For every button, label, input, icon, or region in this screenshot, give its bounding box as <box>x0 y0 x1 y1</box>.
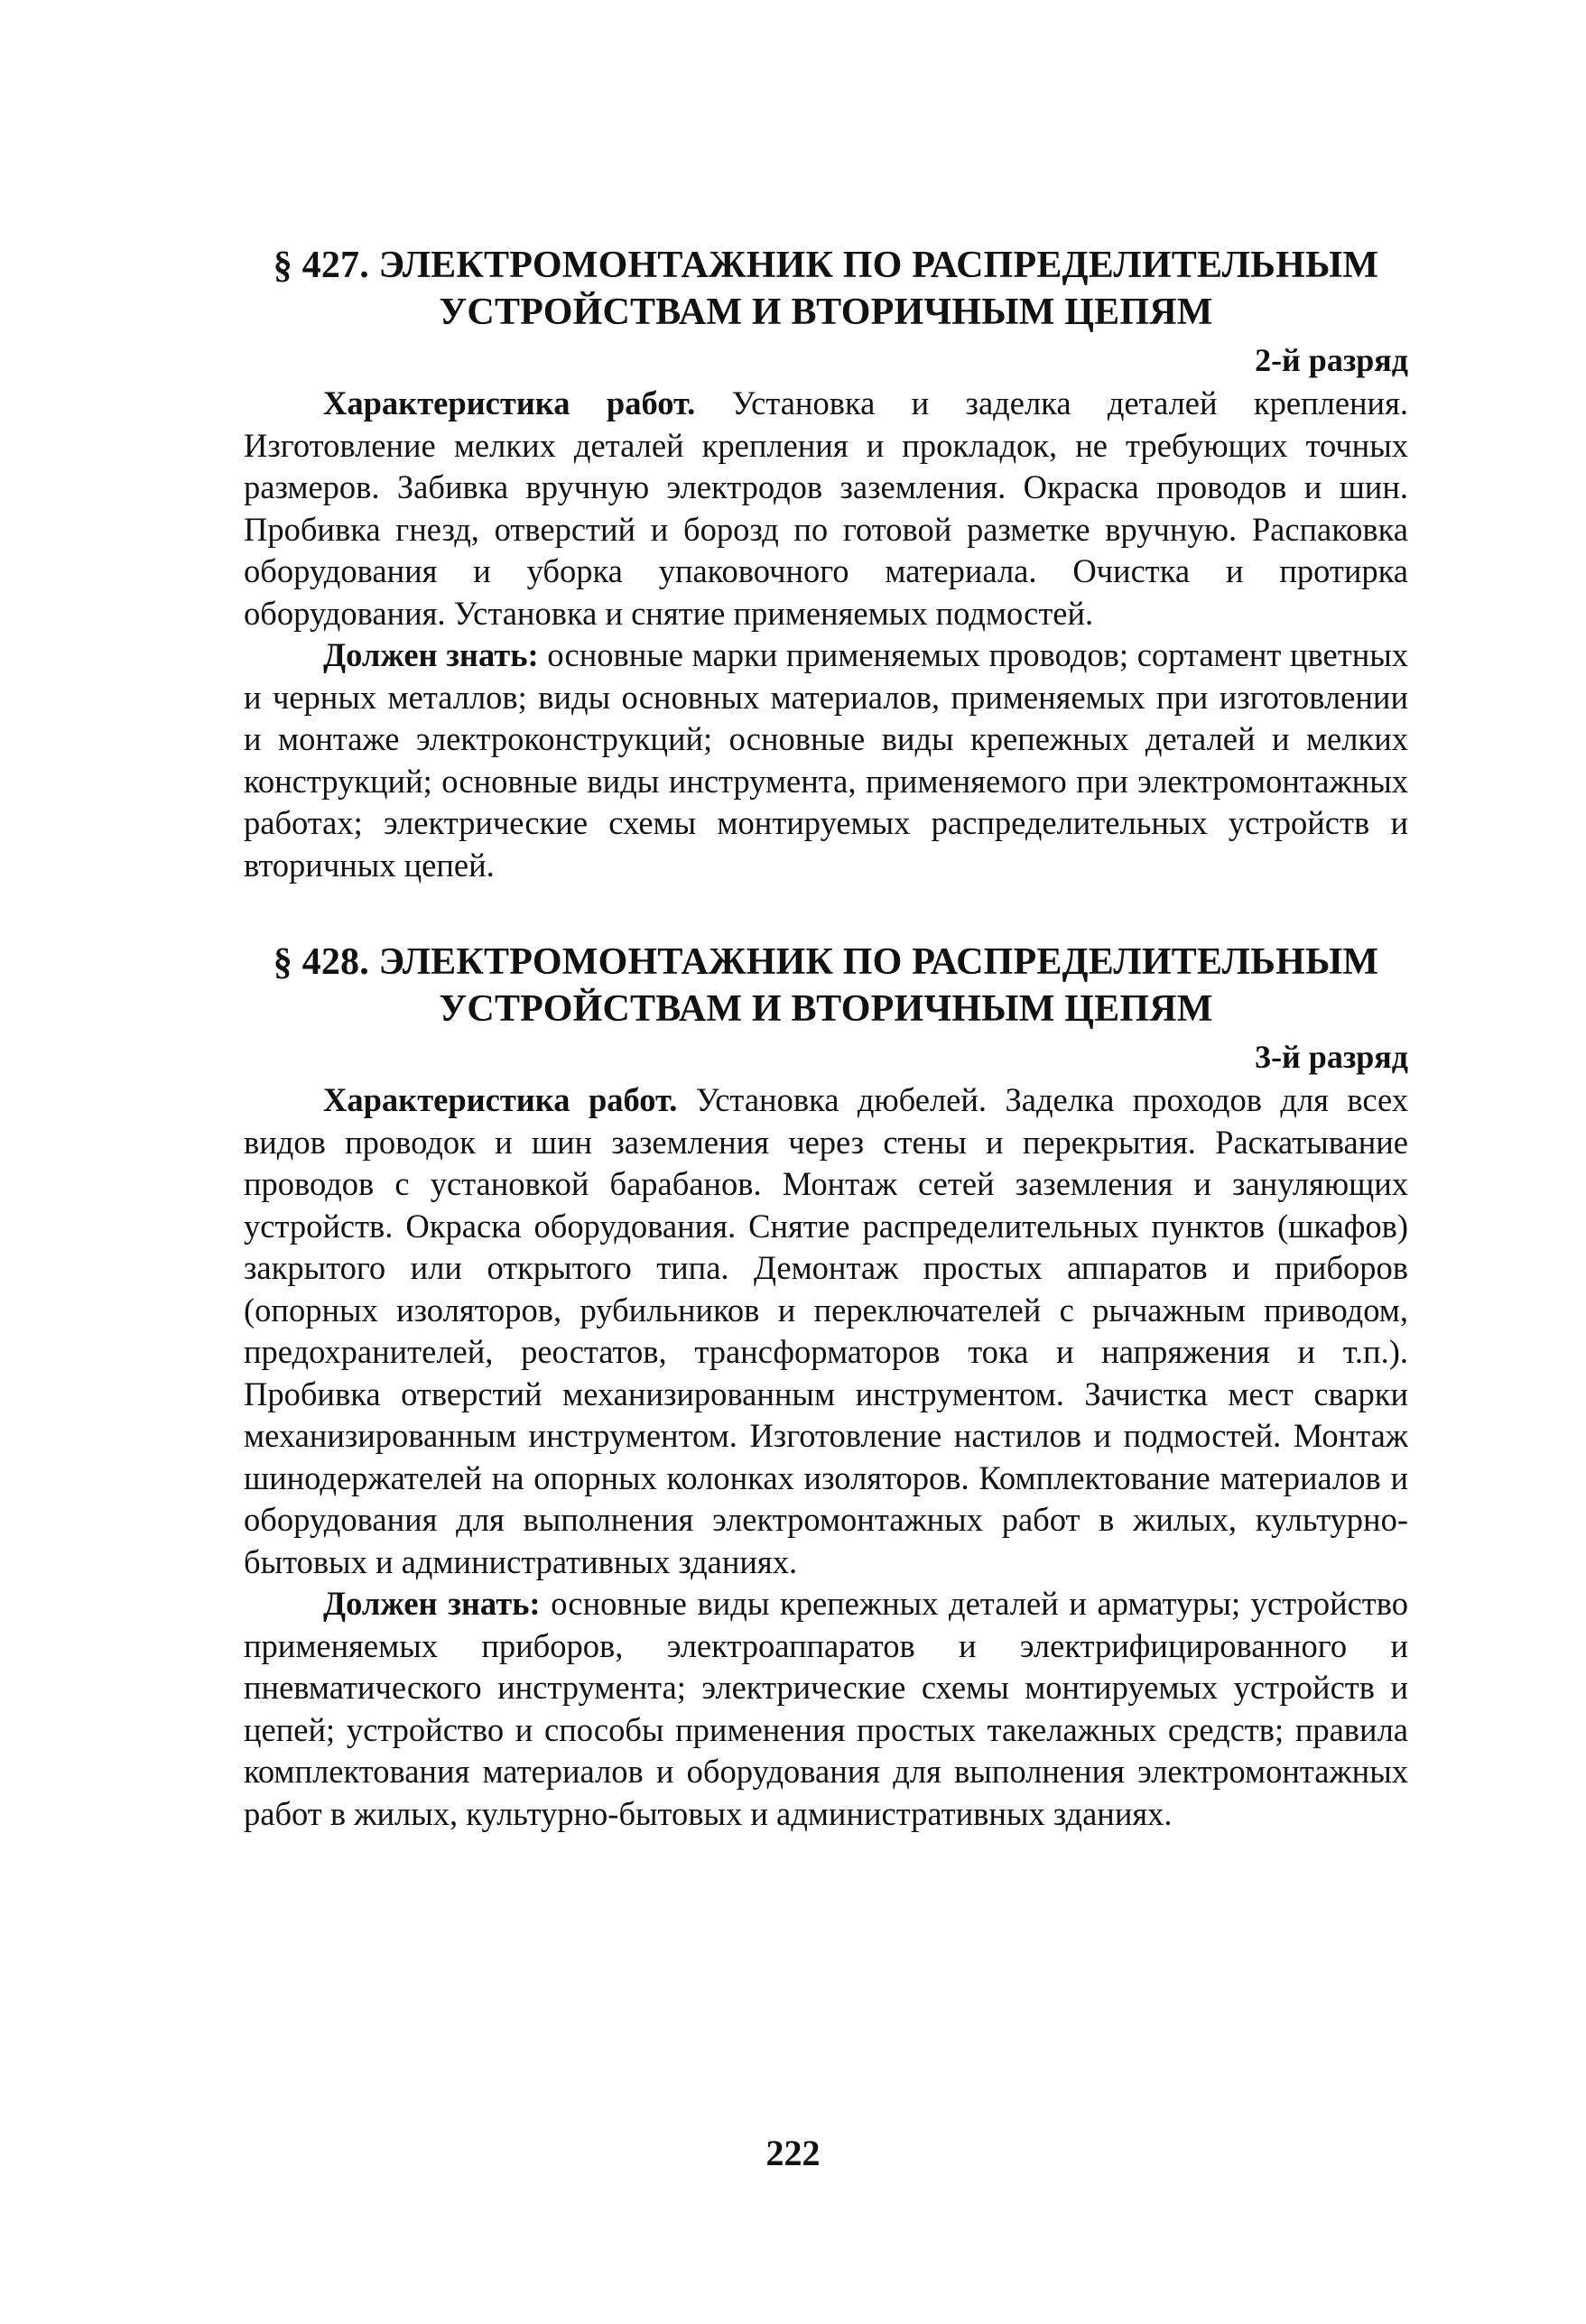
section-title <box>244 242 1408 336</box>
page-content <box>244 242 1408 1835</box>
knowledge-label: Должен знать: <box>323 1585 541 1622</box>
characteristics-paragraph <box>244 1079 1408 1583</box>
knowledge-paragraph <box>244 1583 1408 1835</box>
section-427 <box>244 242 1408 886</box>
grade-label: 3-й разряд <box>1255 1039 1408 1075</box>
knowledge-label: Должен знать: <box>323 636 539 673</box>
characteristics-label: Характеристика работ. <box>323 384 696 421</box>
section-title-line-1: § 427. ЭЛЕКТРОМОНТАЖНИК ПО РАСПРЕДЕЛИТЕЛЬНЫМ <box>273 245 1379 286</box>
section-title-line-1: § 428. ЭЛЕКТРОМОНТАЖНИК ПО РАСПРЕДЕЛИТЕЛЬНЫМ <box>273 941 1379 983</box>
section-title <box>244 939 1408 1032</box>
knowledge-paragraph <box>244 634 1408 886</box>
characteristics-text: Установка дюбелей. Заделка проходов для всех видов проводок и шин заземления через стены и перекрытия. Раскатывание проводов с установкой барабанов. Монтаж сетей заземления и зануляющих устройств. Окраска оборудования. Снятие распределительных пунктов (шкафов) закрытого или открытого типа. Демонтаж простых аппаратов и приборов (опорных изоляторов, рубильников и переключателей с рычажным приводом, предохранителей, реостатов, трансформаторов тока и напряжения и т.п.). Пробивка отверстий механизированным инструментом. Зачистка мест сварки механизированным инструментом. Изготовление настилов и подмостей. Монтаж шинодержателей на опорных колонках изоляторов. Комплектование материалов и оборудования для выполнения электромонтажных работ в жилых, культурно-бытовых и административных зданиях. <box>244 1081 1409 1580</box>
characteristics-paragraph <box>244 383 1408 634</box>
section-428 <box>244 939 1408 1835</box>
page-number: 222 <box>765 2133 821 2173</box>
characteristics-text: Установка и заделка деталей крепления. Изготовление мелких деталей крепления и прокладок, не требующих точных размеров. Забивка вручную электродов заземления. Окраска проводов и шин. Пробивка гнезд, отверстий и борозд по готовой разметке вручную. Распаковка оборудования и уборка упаковочного материала. Очистка и протирка оборудования. Установка и снятие применяемых подмостей. <box>244 384 1409 632</box>
section-title-line-2: УСТРОЙСТВАМ И ВТОРИЧНЫМ ЦЕПЯМ <box>439 988 1213 1030</box>
section-title-line-2: УСТРОЙСТВАМ И ВТОРИЧНЫМ ЦЕПЯМ <box>439 292 1213 333</box>
knowledge-text: основные виды крепежных деталей и арматуры; устройство применяемых приборов, электроаппаратов и электрифицированного и пневматического инструмента; электрические схемы монтируемых устройств и цепей; устройство и способы применения простых такелажных средств; правила комплектования материалов и оборудования для выполнения электромонтажных работ в жилых, культурно-бытовых и административных зданиях. <box>244 1585 1408 1832</box>
knowledge-text: основные марки применяемых проводов; сортамент цветных и черных металлов; виды основных материалов, применяемых при изготовлении и монтаже электроконструкций; основные виды крепежных деталей и мелких конструкций; основные виды инструмента, применяемого при электромонтажных работах; электрические схемы монтируемых распределительных устройств и вторичных цепей. <box>244 636 1408 884</box>
characteristics-label: Характеристика работ. <box>323 1081 678 1118</box>
grade-label: 2-й разряд <box>1255 342 1408 378</box>
